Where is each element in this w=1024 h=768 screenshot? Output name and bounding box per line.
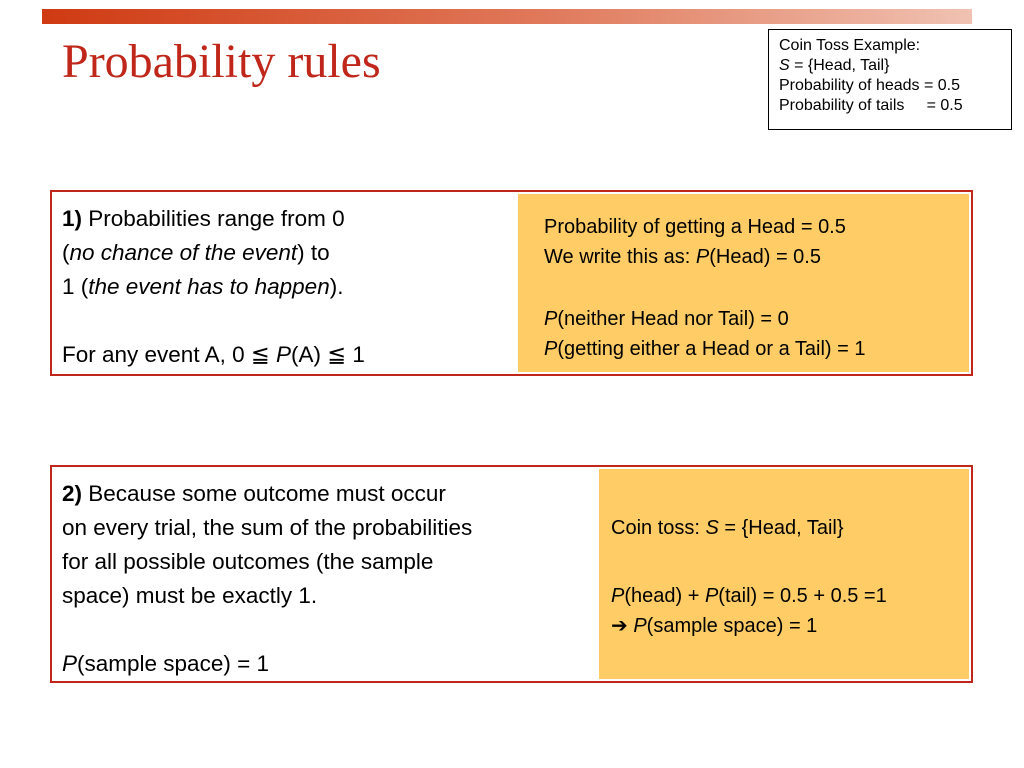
rule-2-formula: [62, 647, 472, 681]
rule-2-example-space: (sample space) = 1: [646, 615, 818, 637]
rule-1-line-3: [62, 270, 365, 304]
rule-1-no-chance: no chance of the event: [69, 240, 298, 265]
rule-1-line-1: [62, 202, 365, 236]
rule-1-formula-p: P: [275, 342, 291, 367]
rule-1-paren-open: (: [62, 240, 70, 265]
rule-2-line-3: for all possible outcomes (the sample: [62, 549, 434, 574]
rule-1-box: [50, 190, 973, 376]
rule-1-example-line-3: [544, 304, 969, 334]
rule-2-example-head: (head) +: [624, 585, 705, 607]
coin-example-tails: Probability of tails = 0.5: [779, 97, 963, 114]
rule-1-statement: [62, 202, 365, 372]
rule-1-example-p: P: [695, 246, 710, 268]
coin-example-sample-space: [779, 56, 1001, 76]
sample-space-symbol: S: [779, 57, 790, 74]
rule-2-line-1: [62, 477, 472, 511]
rule-2-line-4: space) must be exactly 1.: [62, 583, 318, 608]
rule-1-example-p-either: P: [544, 338, 558, 360]
rule-1-example-line-2: [544, 242, 969, 272]
rule-2-statement: [62, 477, 472, 681]
rule-2-box: [50, 465, 973, 683]
rule-1-formula-post: (A) ≦ 1: [290, 342, 365, 367]
rule-1-paren-close: ).: [329, 274, 344, 299]
rule-1-example-p-neither: P: [544, 308, 558, 330]
rule-2-example-p-head: P: [611, 585, 625, 607]
rule-1-to: ) to: [297, 240, 330, 265]
rule-2-example-line-3: [611, 611, 969, 641]
rule-1-example-line-4: [544, 334, 969, 364]
rule-2-example-coin: Coin toss:: [611, 517, 706, 539]
rule-1-has-to-happen: the event has to happen: [88, 274, 330, 299]
arrow-right-icon: ➔: [611, 615, 634, 637]
rule-1-example-write: We write this as:: [544, 246, 696, 268]
rule-2-example-tail: (tail) = 0.5 + 0.5 =1: [718, 585, 887, 607]
rule-2-example-set: = {Head, Tail}: [718, 517, 844, 539]
rule-1-example: [518, 194, 969, 372]
coin-example-heading: Coin Toss Example:: [779, 37, 921, 54]
rule-2-example: [599, 469, 969, 679]
coin-toss-example-box: [768, 29, 1012, 130]
rule-1-text-1: Probabilities range from 0: [82, 206, 345, 231]
rule-1-example-either: (getting either a Head or a Tail) = 1: [557, 338, 866, 360]
coin-example-heads: Probability of heads = 0.5: [779, 77, 961, 94]
rule-1-example-head: (Head) = 0.5: [709, 246, 821, 268]
slide-title: Probability rules: [62, 35, 381, 88]
rule-2-formula-p: P: [62, 651, 78, 676]
rule-1-formula-pre: For any event A, 0 ≦: [62, 342, 276, 367]
rule-2-number: 2): [62, 481, 83, 506]
rule-1-line-2: [62, 236, 365, 270]
rule-1-one: 1 (: [62, 274, 89, 299]
title-accent-bar: [42, 9, 972, 24]
rule-2-example-s: S: [705, 517, 719, 539]
rule-2-text-1: Because some outcome must occur: [82, 481, 446, 506]
rule-1-example-line-1: Probability of getting a Head = 0.5: [544, 216, 846, 238]
rule-2-formula-post: (sample space) = 1: [77, 651, 269, 676]
rule-2-example-line-2: [611, 581, 969, 611]
rule-2-example-p-tail: P: [704, 585, 719, 607]
rule-2-example-p-space: P: [633, 615, 647, 637]
sample-space-set: = {Head, Tail}: [789, 57, 890, 74]
rule-1-formula: [62, 338, 365, 372]
rule-1-example-neither: (neither Head nor Tail) = 0: [557, 308, 789, 330]
rule-2-line-2: on every trial, the sum of the probabilities: [62, 515, 473, 540]
rule-1-number: 1): [62, 206, 83, 231]
rule-2-example-line-1: [611, 513, 969, 543]
